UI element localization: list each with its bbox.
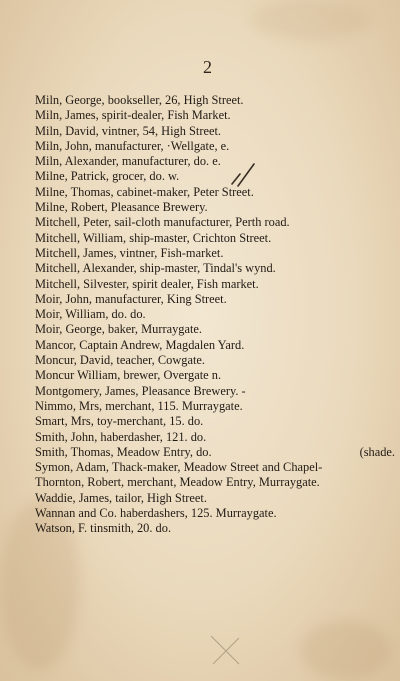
entry-text: Symon, Adam, Thack-maker, Meadow Street and Chapel- <box>35 460 323 475</box>
entry-text: Smith, John, haberdasher, 121. do. <box>35 429 207 444</box>
directory-list <box>35 93 397 537</box>
entry-text: Miln, David, vintner, 54, High Street. <box>35 123 222 138</box>
directory-entry <box>35 261 397 276</box>
directory-entry <box>35 430 397 445</box>
entry-text: Moir, William, do. do. <box>35 307 146 322</box>
entry-text: Smith, Thomas, Meadow Entry, do. <box>35 444 212 459</box>
directory-entry <box>35 93 397 108</box>
entry-text: Mitchell, Silvester, spirit dealer, Fish market. <box>35 276 259 291</box>
entry-text: Nimmo, Mrs, merchant, 115. Murraygate. <box>35 398 243 413</box>
entry-text: Mancor, Captain Andrew, Magdalen Yard. <box>35 337 245 352</box>
entry-text: Milne, Robert, Pleasance Brewery. <box>35 200 208 215</box>
entry-text: Milne, Thomas, cabinet-maker, Peter Street. <box>35 184 254 199</box>
directory-entry <box>35 353 397 368</box>
entry-text: Milne, Patrick, grocer, do. w. <box>35 169 180 184</box>
entry-text: Thornton, Robert, merchant, Meadow Entry, Murraygate. <box>35 475 320 490</box>
entry-text: Watson, F. tinsmith, 20. do. <box>35 521 172 536</box>
directory-entry <box>35 414 397 429</box>
directory-entry <box>35 200 397 215</box>
directory-entry <box>35 154 397 169</box>
directory-entry <box>35 292 397 307</box>
directory-entry <box>35 384 397 399</box>
pencil-cross-mark <box>205 630 245 670</box>
entry-text: Waddie, James, tailor, High Street. <box>35 490 207 505</box>
directory-entry <box>35 322 397 337</box>
directory-entry <box>35 338 397 353</box>
directory-entry <box>35 185 397 200</box>
directory-entry <box>35 491 397 506</box>
entry-text: Moir, John, manufacturer, King Street. <box>35 291 227 306</box>
entry-tail-text: (shade. <box>359 444 395 459</box>
directory-entry <box>35 368 397 383</box>
directory-entry <box>35 169 397 184</box>
entry-text: Miln, John, manufacturer, ·Wellgate, e. <box>35 138 230 153</box>
entry-text: Miln, Alexander, manufacturer, do. e. <box>35 154 221 169</box>
entry-text: Mitchell, James, vintner, Fish-market. <box>35 245 224 260</box>
directory-entry <box>35 231 397 246</box>
paper-stain <box>250 0 370 40</box>
entry-text: Montgomery, James, Pleasance Brewery. - <box>35 383 246 398</box>
directory-entry <box>35 506 397 521</box>
directory-entry <box>35 277 397 292</box>
entry-text: Mitchell, Peter, sail-cloth manufacturer, Perth road. <box>35 215 290 230</box>
handwritten-check-mark <box>228 160 258 190</box>
directory-entry <box>35 460 397 475</box>
paper-stain <box>300 620 390 680</box>
entry-text: Miln, George, bookseller, 26, High Street. <box>35 93 244 107</box>
page-number: 2 <box>203 57 212 77</box>
directory-entry <box>35 246 397 261</box>
entry-text: Smart, Mrs, toy-merchant, 15. do. <box>35 414 204 429</box>
directory-entry <box>35 215 397 230</box>
entry-text: Moncur William, brewer, Overgate n. <box>35 368 222 383</box>
entry-text: Moir, George, baker, Murraygate. <box>35 322 203 337</box>
directory-entry <box>35 124 397 139</box>
directory-entry <box>35 139 397 154</box>
directory-entry <box>35 108 397 123</box>
entry-text: Mitchell, Alexander, ship-master, Tindal's wynd. <box>35 261 276 276</box>
entry-text: Miln, James, spirit-dealer, Fish Market. <box>35 108 231 123</box>
directory-entry <box>35 399 397 414</box>
directory-entry <box>35 521 397 536</box>
directory-entry <box>35 475 397 490</box>
entry-text: Mitchell, William, ship-master, Crichton Street. <box>35 230 272 245</box>
directory-entry <box>35 445 397 460</box>
entry-text: Wannan and Co. haberdashers, 125. Murraygate. <box>35 506 277 521</box>
entry-text: Moncur, David, teacher, Cowgate. <box>35 353 206 368</box>
directory-entry <box>35 307 397 322</box>
